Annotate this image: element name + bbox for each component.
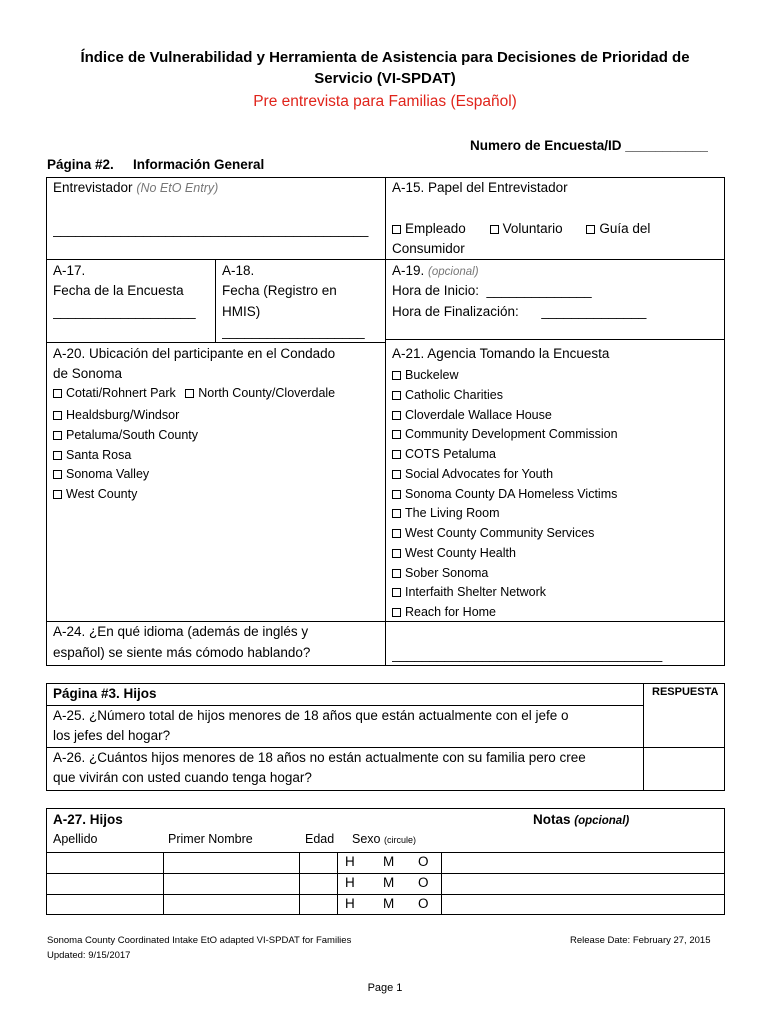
a20-option[interactable] [53,386,176,400]
a25-label-line2: los jefes del hogar? [53,728,171,743]
a19-label: A-19. [392,263,425,278]
checkbox-icon[interactable] [392,371,401,380]
checkbox-icon[interactable] [392,588,401,597]
col-last-name: Apellido [53,832,98,846]
a25-response-cell[interactable] [645,707,723,745]
a20-option[interactable] [53,465,198,485]
a21-option-label: COTS Petaluma [405,447,497,461]
a17-label: A-17. [53,263,86,278]
table-divider [299,852,300,915]
a21-option[interactable] [392,544,618,564]
checkbox-icon[interactable] [586,225,595,234]
a21-option[interactable] [392,386,618,406]
a21-option[interactable] [392,485,618,505]
a26-label-line1: A-26. ¿Cuántos hijos menores de 18 años no están actualmente con su familia pero cree [53,750,586,765]
a21-option-label: Social Advocates for Youth [405,466,554,481]
checkbox-icon[interactable] [53,470,62,479]
a15-volunteer-label: Voluntario [502,221,563,236]
table-rule [385,339,725,340]
form-subtitle: Pre entrevista para Familias (Español) [253,93,517,110]
sex-row-3 [345,896,435,911]
a15-guide-option[interactable] [586,221,650,236]
checkbox-icon[interactable] [392,450,401,459]
table-divider [385,177,386,666]
a20-option-label: Sonoma Valley [66,467,150,482]
a19-optional-note: (opcional) [428,266,479,278]
page2-heading-title: Información General [133,157,265,172]
checkbox-icon[interactable] [53,431,62,440]
a15-volunteer-option[interactable] [490,221,563,236]
a20-option[interactable] [53,406,198,426]
a20-label-line1: A-20. Ubicación del participante en el Condado [53,346,336,361]
a21-option[interactable] [392,564,618,584]
footer-org: Sonoma County Coordinated Intake EtO adapted VI-SPDAT for Families [47,935,352,946]
a21-option-label: Catholic Charities [405,387,503,402]
sex-option-m[interactable]: M [383,854,395,869]
sex-option-h[interactable]: H [345,854,355,869]
a15-guide-label: Guía del [599,221,651,236]
checkbox-icon[interactable] [53,490,62,499]
a21-option-label: The Living Room [405,506,500,521]
a21-option[interactable] [392,406,618,426]
a20-option-label: Cotati/Rohnert Park [66,386,176,400]
checkbox-icon[interactable] [392,391,401,400]
a21-option-label: Interfaith Shelter Network [405,585,547,600]
sex-option-o[interactable]: O [418,896,429,911]
interviewer-note: (No EtO Entry) [136,181,219,195]
col-age: Edad [305,832,335,846]
interviewer-label [53,180,218,195]
col-sex-label: Sexo [352,832,381,846]
a21-option-label: Sonoma County DA Homeless Victims [405,486,618,501]
a21-option[interactable] [392,504,618,524]
a19-end-time[interactable]: Hora de Finalización: ______________ [392,304,647,319]
a21-option-label: West County Community Services [405,526,595,540]
a19-label-row [392,263,479,278]
checkbox-icon[interactable] [392,529,401,538]
a19-start-time[interactable]: Hora de Inicio: ______________ [392,283,592,298]
col-first-name: Primer Nombre [168,832,253,846]
checkbox-icon[interactable] [392,490,401,499]
a20-option[interactable] [53,446,198,466]
checkbox-icon[interactable] [53,389,62,398]
survey-id-field[interactable]: Numero de Encuesta/ID ___________ [470,138,708,153]
table-rule [46,894,725,895]
table-rule [46,705,643,706]
a25-label-line1: A-25. ¿Número total de hijos menores de 18 años que están actualmente con el jefe o [53,708,569,723]
sex-option-o[interactable]: O [418,854,429,869]
checkbox-icon[interactable] [392,470,401,479]
notes-label: Notas [533,812,571,827]
table-divider [215,259,216,342]
a17-date-input[interactable]: ___________________ [53,304,196,319]
a15-employee-option[interactable] [392,221,466,236]
a27-heading: A-27. Hijos [53,812,123,827]
sex-row-1 [345,854,435,869]
a20-option-label: Santa Rosa [66,447,132,462]
sex-option-m[interactable]: M [383,875,395,890]
a21-option[interactable] [392,425,618,445]
a26-response-cell[interactable] [645,749,723,789]
a17-text: Fecha de la Encuesta [53,283,184,298]
a21-option-label: West County Health [405,545,516,560]
sex-option-o[interactable]: O [418,875,429,890]
a15-options [392,221,650,236]
footer-release-date: Release Date: February 27, 2015 [570,935,711,946]
page3-heading: Página #3. Hijos [53,686,157,701]
a21-option[interactable] [392,445,618,465]
a21-option[interactable] [392,524,618,544]
footer-updated: Updated: 9/15/2017 [47,950,131,961]
a24-label-line2: español) se siente más cómodo hablando? [53,645,311,660]
checkbox-icon[interactable] [392,509,401,518]
a18-label: A-18. [222,263,255,278]
checkbox-icon[interactable] [392,608,401,617]
a27-notes-header [533,812,629,827]
table-divider [337,852,338,915]
table-rule [46,621,725,622]
table-divider [163,852,164,915]
a15-label: A-15. Papel del Entrevistador [392,180,568,195]
a15-guide-label-cont: Consumidor [392,241,465,256]
page-number: Page 1 [367,982,403,994]
a20-label-line2: de Sonoma [53,366,123,381]
a21-option[interactable] [392,465,618,485]
checkbox-icon[interactable] [392,569,401,578]
checkbox-icon[interactable] [53,411,62,420]
a20-option-label: West County [66,487,138,502]
a21-option-label: Community Development Commission [405,427,618,442]
a21-option[interactable] [392,583,618,603]
table-rule [46,259,725,260]
a20-option[interactable] [185,386,335,400]
a24-label-line1: A-24. ¿En qué idioma (además de inglés y [53,624,309,639]
form-title-line2: Servicio (VI-SPDAT) [314,70,456,87]
checkbox-icon[interactable] [392,549,401,558]
checkbox-icon[interactable] [490,225,499,234]
a21-option-label: Reach for Home [405,605,497,619]
a20-option[interactable] [53,485,198,505]
table-divider [643,683,644,791]
a15-employee-label: Empleado [405,221,466,236]
checkbox-icon[interactable] [392,430,401,439]
table-rule [46,852,725,853]
a20-option-label: Petaluma/South County [66,427,199,442]
table-divider [441,852,442,915]
interviewer-input[interactable]: __________________________________________ [53,222,369,237]
response-header: RESPUESTA [652,686,719,698]
col-sex [352,832,416,846]
a21-option[interactable] [392,366,618,386]
a18-date-input[interactable]: ___________________ [222,324,365,339]
form-title-line1: Índice de Vulnerabilidad y Herramienta de Asistencia para Decisiones de Prioridad de [80,49,690,66]
a21-option[interactable] [392,603,618,623]
a21-option-label: Sober Sonoma [405,565,489,580]
table-rule [46,873,725,874]
checkbox-icon[interactable] [53,451,62,460]
a21-label: A-21. Agencia Tomando la Encuesta [392,346,610,361]
col-sex-note: (circule) [383,835,416,845]
a20-option-list [53,406,198,505]
checkbox-icon[interactable] [185,389,194,398]
a24-language-input[interactable]: ____________________________________ [392,647,663,662]
sex-option-m[interactable]: M [383,896,395,911]
sex-option-h[interactable]: H [345,875,355,890]
table-rule [46,342,385,343]
table-rule [46,747,725,748]
a20-option-label: North County/Cloverdale [198,386,336,400]
sex-option-h[interactable]: H [345,896,355,911]
a18-text2: HMIS) [222,304,261,319]
sex-row-2 [345,875,435,890]
checkbox-icon[interactable] [392,411,401,420]
a20-option-row1 [53,386,335,400]
interviewer-label-text: Entrevistador [53,180,133,195]
a26-label-line2: que vivirán con usted cuando tenga hogar? [53,770,312,785]
page2-heading: Página #2. [47,157,114,172]
a21-option-label: Buckelew [405,368,459,382]
a21-option-label: Cloverdale Wallace House [405,407,552,422]
a18-text1: Fecha (Registro en [222,283,337,298]
a20-option[interactable] [53,426,198,446]
notes-optional: (opcional) [574,815,630,827]
a20-option-label: Healdsburg/Windsor [66,408,180,422]
checkbox-icon[interactable] [392,225,401,234]
a21-option-list [392,366,618,623]
